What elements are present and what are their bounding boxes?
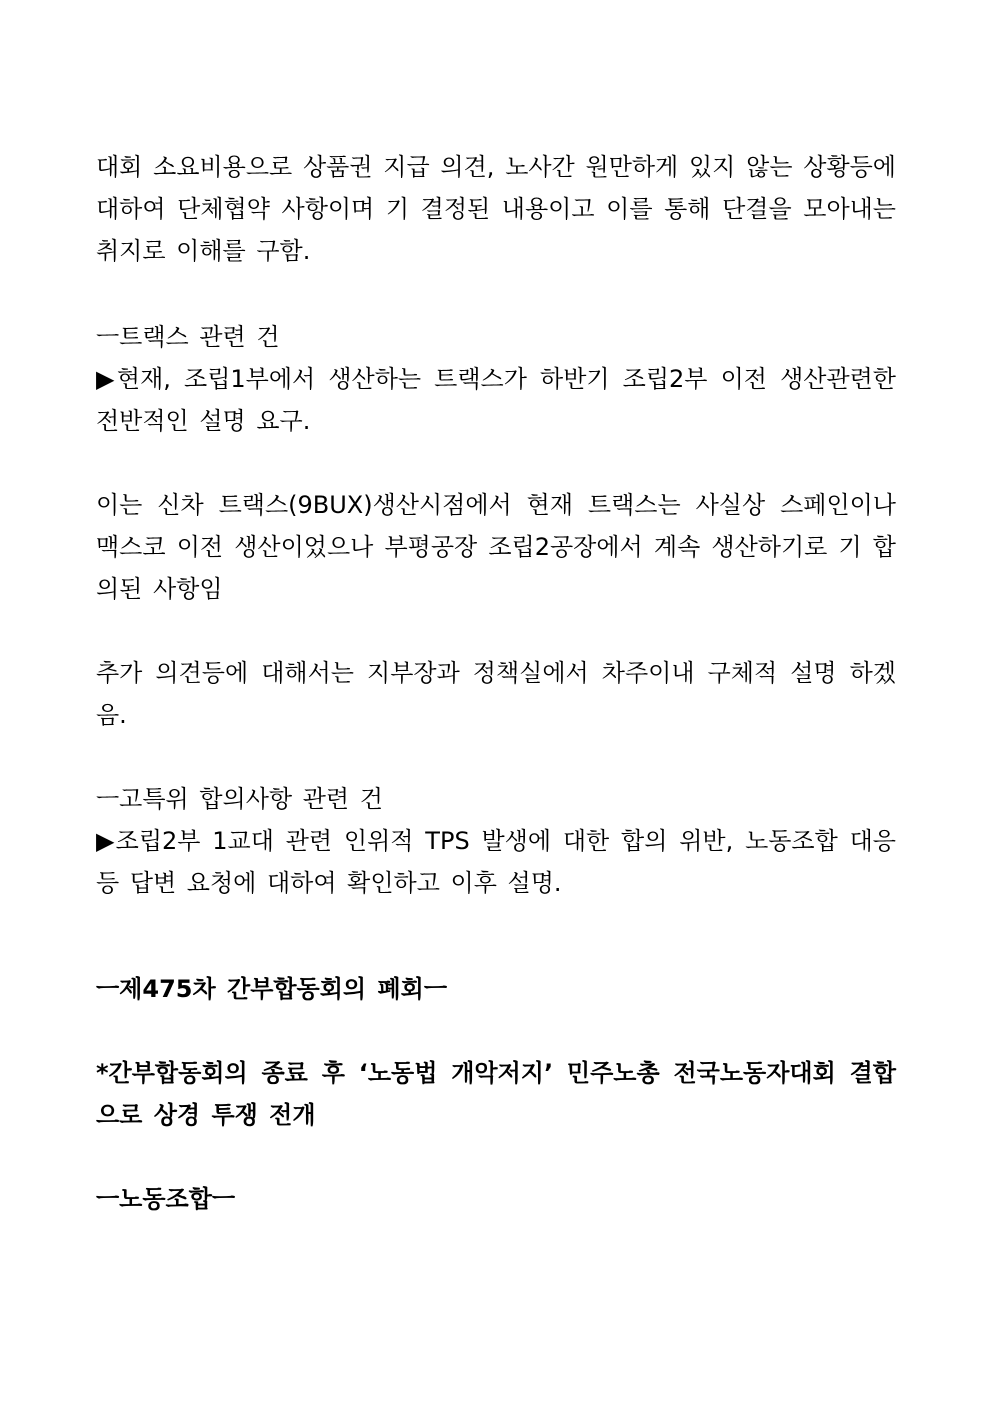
paragraph-voucher: 대회 소요비용으로 상품권 지급 의견, 노사간 원만하게 있지 않는 상황등에 대하여 단체협약 사항이며 기 결정된 내용이고 이를 통해 단결을 모아내는 취지로 이해를 구함. xyxy=(96,153,896,265)
spacer xyxy=(96,610,896,652)
spacer xyxy=(96,904,896,968)
closing-line: ㅡ제475차 간부합동회의 폐회ㅡ xyxy=(96,975,448,1003)
spacer xyxy=(96,272,896,316)
spacer xyxy=(96,736,896,778)
document-page xyxy=(96,146,896,1346)
paragraph-trax-answer: 이는 신차 트랙스(9BUX)생산시점에서 현재 트랙스는 사실상 스페인이나 맥스코 이전 생산이었으나 부평공장 조립2공장에서 계속 생산하기로 기 합의된 사항임 xyxy=(96,491,896,603)
paragraph-goteuk: ▶조립2부 1교대 관련 인위적 TPS 발생에 대한 합의 위반, 노동조합 대응 등 답변 요청에 대하여 확인하고 이후 설명. xyxy=(96,827,896,897)
paragraph-trax-request: ▶현재, 조립1부에서 생산하는 트랙스가 하반기 조립2부 이전 생산관련한 전반적인 설명 요구. xyxy=(96,365,896,435)
note-rally: *간부합동회의 종료 후 ‘노동법 개악저지’ 민주노총 전국노동자대회 결합으로 상경 투쟁 전개 xyxy=(96,1059,896,1129)
signature: ㅡ노동조합ㅡ xyxy=(96,1185,236,1213)
heading-goteuk: ㅡ고특위 합의사항 관련 건 xyxy=(96,785,383,813)
spacer xyxy=(96,1136,896,1178)
spacer xyxy=(96,442,896,484)
heading-trax: ㅡ트랙스 관련 건 xyxy=(96,323,280,351)
spacer xyxy=(96,1010,896,1052)
paragraph-additional: 추가 의견등에 대해서는 지부장과 정책실에서 차주이내 구체적 설명 하겠음. xyxy=(96,659,896,729)
